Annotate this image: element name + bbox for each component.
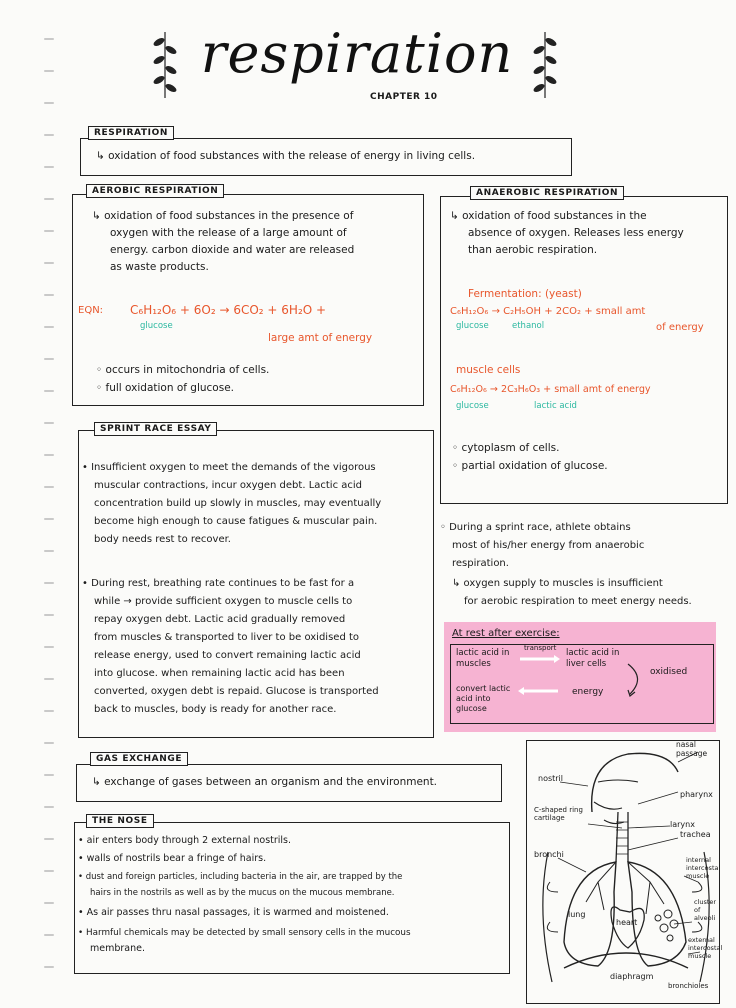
oxidised-label: oxidised <box>650 667 688 677</box>
laurel-sprig-right-icon <box>530 30 560 100</box>
convert-lactic-label: convert lactic acid into glucose <box>456 684 511 713</box>
fermentation-ethanol-label: ethanol <box>512 321 545 331</box>
energy-label: energy <box>572 687 604 697</box>
sprint-right-line-5: for aerobic respiration to meet energy needs. <box>464 596 692 607</box>
page-title: respiration <box>200 22 514 85</box>
transport-arrow-icon <box>518 654 562 664</box>
aerobic-eqn-label: EQN: <box>78 305 104 316</box>
aerobic-line-4: as waste products. <box>110 261 209 273</box>
anaerobic-bullet-2: ◦ partial oxidation of glucose. <box>452 458 608 475</box>
label-lung: lung <box>568 910 586 919</box>
fermentation-title: Fermentation: (yeast) <box>468 288 582 300</box>
label-c-shaped-cartilage: C-shaped ring cartilage <box>534 806 583 822</box>
energy-arrow-icon <box>516 686 560 696</box>
sprint-para1-line-5: body needs rest to recover. <box>94 534 231 545</box>
muscle-cells-title: muscle cells <box>456 364 521 376</box>
label-bronchioles: bronchioles <box>668 982 709 990</box>
nose-bullet-3-cont: hairs in the nostrils as well as by the mucus on the mucous membrane. <box>90 888 395 898</box>
anaerobic-line-3: than aerobic respiration. <box>468 244 598 256</box>
nose-bullet-5: • Harmful chemicals may be detected by small sensory cells in the mucous <box>78 926 411 940</box>
label-trachea: trachea <box>680 830 711 839</box>
laurel-sprig-left-icon <box>150 30 180 100</box>
sprint-para2-line-3: repay oxygen debt. Lactic acid gradually removed <box>94 614 346 625</box>
label-larynx: larynx <box>670 820 695 829</box>
nose-bullet-5-cont: membrane. <box>90 943 145 954</box>
nose-heading: THE NOSE <box>86 814 154 828</box>
fermentation-equation-line-2: of energy <box>656 322 704 333</box>
sprint-para1-line-2: muscular contractions, incur oxygen debt. Lactic acid <box>94 480 363 491</box>
muscle-equation: C₆H₁₂O₆ → 2C₃H₆O₃ + small amt of energy <box>450 384 651 395</box>
sprint-right-line-2: most of his/her energy from anaerobic <box>452 540 645 551</box>
sprint-para1-line-4: become high enough to cause fatigues & muscular pain. <box>94 516 378 527</box>
sprint-para2-line-6: into glucose. when remaining lactic acid has been <box>94 668 345 679</box>
oxidised-curve-arrow-icon <box>626 660 650 700</box>
nose-bullet-1: • air enters body through 2 external nostrils. <box>78 834 291 848</box>
nose-bullet-2: • walls of nostrils bear a fringe of hairs. <box>78 852 266 866</box>
aerobic-bullet-1: ◦ occurs in mitochondria of cells. <box>96 362 269 379</box>
sprint-para2-line-7: converted, oxygen debt is repaid. Glucose is transported <box>94 686 379 697</box>
anaerobic-line-2: absence of oxygen. Releases less energy <box>468 227 684 239</box>
anaerobic-line-1: ↳ oxidation of food substances in the <box>450 210 647 222</box>
sprint-para2-line-2: while → provide sufficient oxygen to muscle cells to <box>94 596 353 607</box>
sprint-essay-heading: SPRINT RACE ESSAY <box>94 422 217 436</box>
gas-exchange-heading: GAS EXCHANGE <box>90 752 188 766</box>
label-bronchi: bronchi <box>534 850 564 859</box>
label-external-intercostal: external intercostal muscle <box>688 936 723 960</box>
aerobic-glucose-label: glucose <box>140 321 173 331</box>
respiration-definition: ↳ oxidation of food substances with the release of energy in living cells. <box>96 150 476 162</box>
label-internal-intercostal: internal intercostal muscle <box>686 856 721 880</box>
aerobic-equation-line-2: large amt of energy <box>268 332 373 344</box>
sprint-para1-line-1: • Insufficient oxygen to meet the demands of the vigorous <box>82 460 376 476</box>
aerobic-line-2: oxygen with the release of a large amount of <box>110 227 347 239</box>
label-pharynx: pharynx <box>680 790 713 799</box>
nose-bullet-4: • As air passes thru nasal passages, it is warmed and moistened. <box>78 906 389 920</box>
lactic-in-muscles: lactic acid in muscles <box>456 648 510 669</box>
chapter-subtitle: CHAPTER 10 <box>370 92 438 102</box>
label-heart: heart <box>616 918 638 927</box>
aerobic-line-3: energy. carbon dioxide and water are released <box>110 244 355 256</box>
label-cluster-alveoli: cluster of alveoli <box>694 898 717 922</box>
anaerobic-heading: ANAEROBIC RESPIRATION <box>470 186 624 200</box>
sprint-right-line-4: ↳ oxygen supply to muscles is insufficient <box>452 578 663 589</box>
aerobic-equation: C₆H₁₂O₆ + 6O₂ → 6CO₂ + 6H₂O + <box>130 303 327 317</box>
muscle-glucose-label: glucose <box>456 401 489 411</box>
lactic-in-liver: lactic acid in liver cells <box>566 648 620 669</box>
fermentation-glucose-label: glucose <box>456 321 489 331</box>
nose-bullet-3: • dust and foreign particles, including bacteria in the air, are trapped by the <box>78 870 402 884</box>
anaerobic-bullet-1: ◦ cytoplasm of cells. <box>452 440 559 457</box>
sprint-para2-line-1: • During rest, breathing rate continues to be fast for a <box>82 576 354 592</box>
at-rest-title: At rest after exercise: <box>452 628 560 639</box>
label-diaphragm: diaphragm <box>610 972 654 981</box>
sprint-para2-line-8: back to muscles, body is ready for another race. <box>94 704 337 715</box>
gas-exchange-definition: ↳ exchange of gases between an organism and the environment. <box>92 776 438 788</box>
label-nasal-passage: nasal passage <box>676 740 708 758</box>
aerobic-bullet-2: ◦ full oxidation of glucose. <box>96 380 234 397</box>
respiration-heading: RESPIRATION <box>88 126 174 140</box>
transport-label: transport <box>524 644 557 652</box>
fermentation-equation: C₆H₁₂O₆ → C₂H₅OH + 2CO₂ + small amt <box>450 306 646 317</box>
muscle-lactic-label: lactic acid <box>534 401 577 411</box>
sprint-right-line-1: ◦ During a sprint race, athlete obtains <box>440 520 631 536</box>
sprint-right-line-3: respiration. <box>452 558 509 569</box>
aerobic-heading: AEROBIC RESPIRATION <box>86 184 224 198</box>
label-nostril: nostril <box>538 774 564 783</box>
sprint-para2-line-4: from muscles & transported to liver to be oxidised to <box>94 632 360 643</box>
aerobic-line-1: ↳ oxidation of food substances in the presence of <box>92 210 354 222</box>
sprint-para2-line-5: release energy, used to convert remaining lactic acid <box>94 650 361 661</box>
sprint-para1-line-3: concentration build up slowly in muscles, may eventually <box>94 498 382 509</box>
